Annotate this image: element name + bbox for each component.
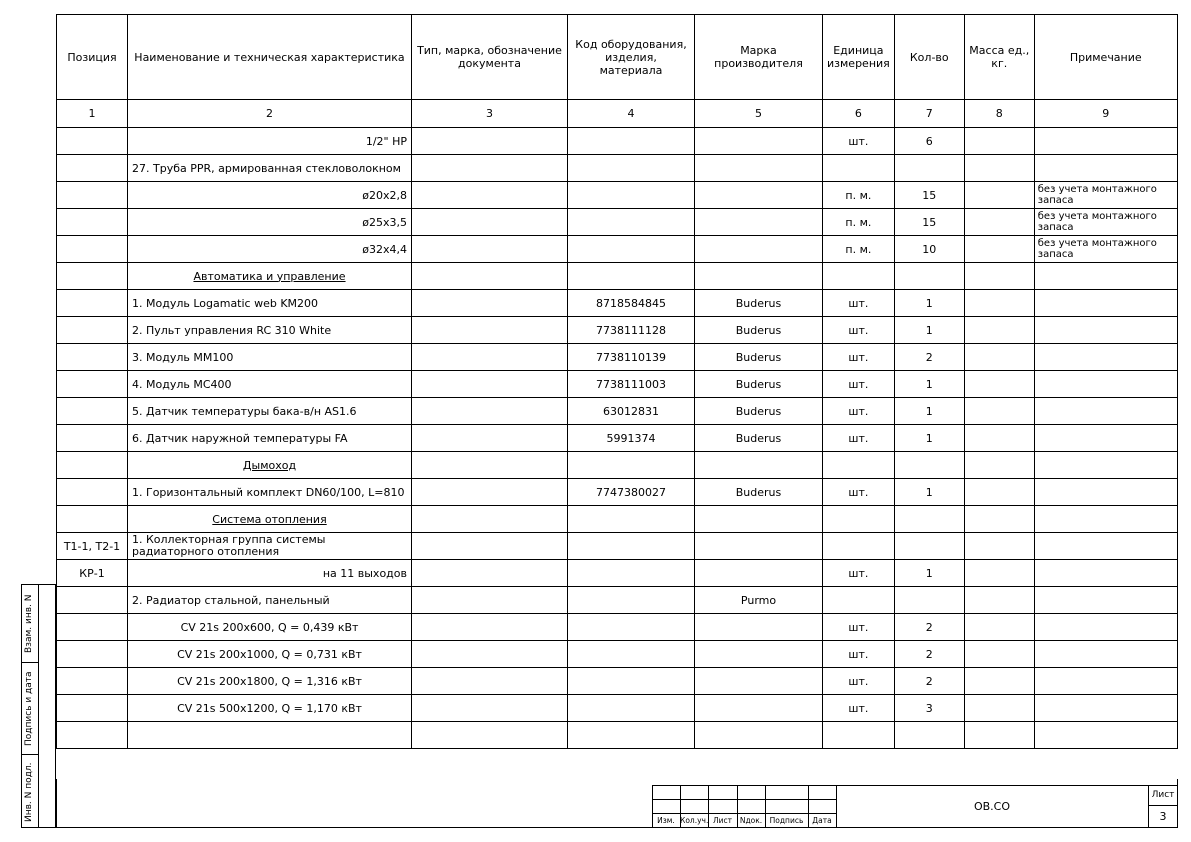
unit-cell: шт.: [823, 398, 895, 425]
specification-table: [56, 14, 1178, 749]
header-cell: Тип, марка, обозначение документа: [412, 15, 568, 100]
mass-cell: [964, 371, 1034, 398]
note-cell: [1034, 425, 1177, 452]
header-cell: Позиция: [57, 15, 128, 100]
note-cell: [1034, 344, 1177, 371]
quantity-cell: 1: [894, 425, 964, 452]
quantity-cell: 2: [894, 614, 964, 641]
table-row: [57, 155, 1178, 182]
unit-cell: [823, 155, 895, 182]
code-cell: [568, 209, 695, 236]
quantity-cell: [894, 452, 964, 479]
position-cell: [57, 155, 128, 182]
quantity-cell: 1: [894, 560, 964, 587]
note-cell: без учета монтажного запаса: [1034, 236, 1177, 263]
unit-cell: [823, 263, 895, 290]
note-cell: [1034, 479, 1177, 506]
code-cell: 7738110139: [568, 344, 695, 371]
type-cell: [412, 641, 568, 668]
brand-cell: [695, 722, 823, 749]
header-cell: Масса ед., кг.: [964, 15, 1034, 100]
quantity-cell: 1: [894, 371, 964, 398]
position-cell: [57, 344, 128, 371]
quantity-cell: [894, 155, 964, 182]
type-cell: [412, 128, 568, 155]
position-cell: [57, 695, 128, 722]
note-cell: [1034, 371, 1177, 398]
side-label-signature-date: Подпись и дата: [24, 671, 34, 747]
side-label-replace-inv: Взам. инв. N: [24, 594, 34, 654]
note-cell: без учета монтажного запаса: [1034, 182, 1177, 209]
brand-cell: [695, 452, 823, 479]
quantity-cell: 2: [894, 668, 964, 695]
table-row: [57, 398, 1178, 425]
type-cell: [412, 560, 568, 587]
type-cell: [412, 533, 568, 560]
code-cell: 7747380027: [568, 479, 695, 506]
header-cell: Кол-во: [894, 15, 964, 100]
mass-cell: [964, 479, 1034, 506]
mass-cell: [964, 452, 1034, 479]
position-cell: [57, 479, 128, 506]
code-cell: [568, 587, 695, 614]
name-cell: 1. Горизонтальный комплект DN60/100, L=810: [128, 479, 412, 506]
table-row: [57, 641, 1178, 668]
type-cell: [412, 371, 568, 398]
mass-cell: [964, 398, 1034, 425]
mass-cell: [964, 668, 1034, 695]
table-row: [57, 587, 1178, 614]
mass-cell: [964, 128, 1034, 155]
name-cell: 2. Радиатор стальной, панельный: [128, 587, 412, 614]
position-cell: [57, 614, 128, 641]
brand-cell: [695, 155, 823, 182]
name-cell: Дымоход: [128, 452, 412, 479]
name-cell: на 11 выходов: [128, 560, 412, 587]
column-number: 3: [412, 100, 568, 128]
unit-cell: шт.: [823, 668, 895, 695]
note-cell: [1034, 506, 1177, 533]
type-cell: [412, 398, 568, 425]
unit-cell: [823, 722, 895, 749]
table-row: [57, 452, 1178, 479]
mass-cell: [964, 209, 1034, 236]
quantity-cell: 1: [894, 398, 964, 425]
table-row: [57, 479, 1178, 506]
unit-cell: шт.: [823, 695, 895, 722]
note-cell: [1034, 317, 1177, 344]
quantity-cell: 10: [894, 236, 964, 263]
title-block: [652, 785, 1178, 828]
table-row: [57, 317, 1178, 344]
name-cell: 6. Датчик наружной температуры FA: [128, 425, 412, 452]
name-cell: ø32x4,4: [128, 236, 412, 263]
name-cell: 1. Модуль Logamatic web KM200: [128, 290, 412, 317]
column-number: 4: [568, 100, 695, 128]
type-cell: [412, 695, 568, 722]
type-cell: [412, 479, 568, 506]
brand-cell: [695, 560, 823, 587]
brand-cell: Buderus: [695, 479, 823, 506]
brand-cell: [695, 614, 823, 641]
note-cell: [1034, 155, 1177, 182]
quantity-cell: [894, 506, 964, 533]
type-cell: [412, 344, 568, 371]
column-number: 7: [894, 100, 964, 128]
unit-cell: п. м.: [823, 209, 895, 236]
code-cell: [568, 452, 695, 479]
code-cell: [568, 263, 695, 290]
name-cell: CV 21s 500x1200, Q = 1,170 кВт: [128, 695, 412, 722]
type-cell: [412, 182, 568, 209]
type-cell: [412, 290, 568, 317]
type-cell: [412, 425, 568, 452]
tb-label-count: Кол.уч.: [680, 816, 709, 825]
brand-cell: Buderus: [695, 371, 823, 398]
brand-cell: Buderus: [695, 290, 823, 317]
brand-cell: [695, 533, 823, 560]
unit-cell: [823, 587, 895, 614]
mass-cell: [964, 317, 1034, 344]
table-row: [57, 344, 1178, 371]
brand-cell: [695, 209, 823, 236]
quantity-cell: 2: [894, 344, 964, 371]
mass-cell: [964, 425, 1034, 452]
code-cell: [568, 695, 695, 722]
column-number: 2: [128, 100, 412, 128]
type-cell: [412, 587, 568, 614]
name-cell: 1. Коллекторная группа системы радиаторного отопления: [128, 533, 412, 560]
mass-cell: [964, 182, 1034, 209]
brand-cell: Buderus: [695, 344, 823, 371]
code-cell: [568, 182, 695, 209]
mass-cell: [964, 506, 1034, 533]
type-cell: [412, 452, 568, 479]
type-cell: [412, 209, 568, 236]
table-row: [57, 722, 1178, 749]
position-cell: [57, 290, 128, 317]
name-cell: CV 21s 200x1000, Q = 0,731 кВт: [128, 641, 412, 668]
side-stamp: [21, 584, 56, 828]
tb-label-date: Дата: [812, 816, 832, 825]
name-cell: ø20x2,8: [128, 182, 412, 209]
position-cell: Т1-1, Т2-1: [57, 533, 128, 560]
quantity-cell: 3: [894, 695, 964, 722]
column-number: 6: [823, 100, 895, 128]
note-cell: [1034, 695, 1177, 722]
brand-cell: [695, 695, 823, 722]
column-number: 8: [964, 100, 1034, 128]
brand-cell: [695, 236, 823, 263]
note-cell: [1034, 722, 1177, 749]
mass-cell: [964, 614, 1034, 641]
code-cell: [568, 155, 695, 182]
table-row: [57, 263, 1178, 290]
note-cell: [1034, 587, 1177, 614]
column-number-row: [57, 100, 1178, 128]
unit-cell: шт.: [823, 641, 895, 668]
position-cell: [57, 371, 128, 398]
name-cell: Система отопления: [128, 506, 412, 533]
position-cell: [57, 398, 128, 425]
name-cell: 5. Датчик температуры бака-в/н AS1.6: [128, 398, 412, 425]
note-cell: без учета монтажного запаса: [1034, 209, 1177, 236]
unit-cell: шт.: [823, 317, 895, 344]
table-row: [57, 614, 1178, 641]
position-cell: [57, 263, 128, 290]
note-cell: [1034, 641, 1177, 668]
code-cell: 8718584845: [568, 290, 695, 317]
type-cell: [412, 668, 568, 695]
sheet-number: 3: [1159, 810, 1167, 823]
unit-cell: шт.: [823, 290, 895, 317]
position-cell: [57, 641, 128, 668]
mass-cell: [964, 695, 1034, 722]
tb-label-signature: Подпись: [769, 816, 804, 825]
code-cell: [568, 128, 695, 155]
position-cell: [57, 668, 128, 695]
code-cell: [568, 722, 695, 749]
code-cell: [568, 533, 695, 560]
brand-cell: Buderus: [695, 398, 823, 425]
brand-cell: Buderus: [695, 317, 823, 344]
quantity-cell: 2: [894, 641, 964, 668]
brand-cell: [695, 641, 823, 668]
mass-cell: [964, 587, 1034, 614]
unit-cell: шт.: [823, 560, 895, 587]
position-cell: [57, 182, 128, 209]
quantity-cell: 1: [894, 317, 964, 344]
code-cell: [568, 560, 695, 587]
unit-cell: п. м.: [823, 182, 895, 209]
quantity-cell: 15: [894, 209, 964, 236]
code-cell: 7738111128: [568, 317, 695, 344]
quantity-cell: 1: [894, 290, 964, 317]
unit-cell: шт.: [823, 614, 895, 641]
note-cell: [1034, 614, 1177, 641]
note-cell: [1034, 668, 1177, 695]
unit-cell: п. м.: [823, 236, 895, 263]
header-cell: Примечание: [1034, 15, 1177, 100]
quantity-cell: 15: [894, 182, 964, 209]
unit-cell: шт.: [823, 371, 895, 398]
quantity-cell: 6: [894, 128, 964, 155]
type-cell: [412, 506, 568, 533]
table-row: [57, 128, 1178, 155]
side-label-inv-original: Инв. N подл.: [24, 762, 34, 822]
brand-cell: [695, 263, 823, 290]
table-row: [57, 236, 1178, 263]
mass-cell: [964, 263, 1034, 290]
type-cell: [412, 722, 568, 749]
table-row: [57, 533, 1178, 560]
unit-cell: шт.: [823, 425, 895, 452]
quantity-cell: [894, 263, 964, 290]
brand-cell: [695, 128, 823, 155]
header-row: [57, 15, 1178, 100]
note-cell: [1034, 290, 1177, 317]
code-cell: [568, 614, 695, 641]
note-cell: [1034, 263, 1177, 290]
quantity-cell: [894, 722, 964, 749]
type-cell: [412, 614, 568, 641]
name-cell: Автоматика и управление: [128, 263, 412, 290]
table-row: [57, 695, 1178, 722]
position-cell: [57, 506, 128, 533]
position-cell: [57, 209, 128, 236]
position-cell: [57, 236, 128, 263]
table-row: [57, 290, 1178, 317]
tb-label-doc-number: Nдок.: [739, 816, 763, 825]
mass-cell: [964, 560, 1034, 587]
table-row: [57, 209, 1178, 236]
position-cell: [57, 452, 128, 479]
name-cell: [128, 722, 412, 749]
table-row: [57, 182, 1178, 209]
position-cell: [57, 587, 128, 614]
table-row: [57, 506, 1178, 533]
name-cell: CV 21s 200x600, Q = 0,439 кВт: [128, 614, 412, 641]
mass-cell: [964, 641, 1034, 668]
code-cell: 63012831: [568, 398, 695, 425]
header-cell: Наименование и техническая характеристика: [128, 15, 412, 100]
document-code: ОВ.СО: [973, 800, 1011, 813]
position-cell: [57, 317, 128, 344]
mass-cell: [964, 344, 1034, 371]
table-row: [57, 371, 1178, 398]
column-number: 9: [1034, 100, 1177, 128]
column-number: 1: [57, 100, 128, 128]
name-cell: 27. Труба PPR, армированная стекловолокном: [128, 155, 412, 182]
code-cell: [568, 506, 695, 533]
note-cell: [1034, 398, 1177, 425]
name-cell: 4. Модуль MC400: [128, 371, 412, 398]
code-cell: 7738111003: [568, 371, 695, 398]
quantity-cell: [894, 587, 964, 614]
table-row: [57, 668, 1178, 695]
brand-cell: Buderus: [695, 425, 823, 452]
name-cell: CV 21s 200x1800, Q = 1,316 кВт: [128, 668, 412, 695]
mass-cell: [964, 722, 1034, 749]
note-cell: [1034, 452, 1177, 479]
unit-cell: [823, 506, 895, 533]
table-row: [57, 560, 1178, 587]
brand-cell: Purmo: [695, 587, 823, 614]
unit-cell: шт.: [823, 128, 895, 155]
name-cell: ø25x3,5: [128, 209, 412, 236]
code-cell: 5991374: [568, 425, 695, 452]
type-cell: [412, 317, 568, 344]
header-cell: Марка производителя: [695, 15, 823, 100]
sheet-label: Лист: [1151, 790, 1175, 800]
position-cell: КР-1: [57, 560, 128, 587]
quantity-cell: [894, 533, 964, 560]
quantity-cell: 1: [894, 479, 964, 506]
position-cell: [57, 128, 128, 155]
type-cell: [412, 155, 568, 182]
type-cell: [412, 263, 568, 290]
column-number: 5: [695, 100, 823, 128]
note-cell: [1034, 560, 1177, 587]
mass-cell: [964, 155, 1034, 182]
code-cell: [568, 236, 695, 263]
mass-cell: [964, 533, 1034, 560]
header-cell: Единица измерения: [823, 15, 895, 100]
name-cell: 3. Модуль MM100: [128, 344, 412, 371]
brand-cell: [695, 182, 823, 209]
code-cell: [568, 668, 695, 695]
unit-cell: шт.: [823, 344, 895, 371]
unit-cell: шт.: [823, 479, 895, 506]
note-cell: [1034, 128, 1177, 155]
table-row: [57, 425, 1178, 452]
code-cell: [568, 641, 695, 668]
position-cell: [57, 722, 128, 749]
position-cell: [57, 425, 128, 452]
mass-cell: [964, 236, 1034, 263]
unit-cell: [823, 452, 895, 479]
note-cell: [1034, 533, 1177, 560]
name-cell: 2. Пульт управления RC 310 White: [128, 317, 412, 344]
mass-cell: [964, 290, 1034, 317]
tb-label-change: Изм.: [657, 816, 675, 825]
name-cell: 1/2" НР: [128, 128, 412, 155]
header-cell: Код оборудования, изделия, материала: [568, 15, 695, 100]
type-cell: [412, 236, 568, 263]
brand-cell: [695, 506, 823, 533]
unit-cell: [823, 533, 895, 560]
tb-label-sheet: Лист: [712, 816, 732, 825]
brand-cell: [695, 668, 823, 695]
